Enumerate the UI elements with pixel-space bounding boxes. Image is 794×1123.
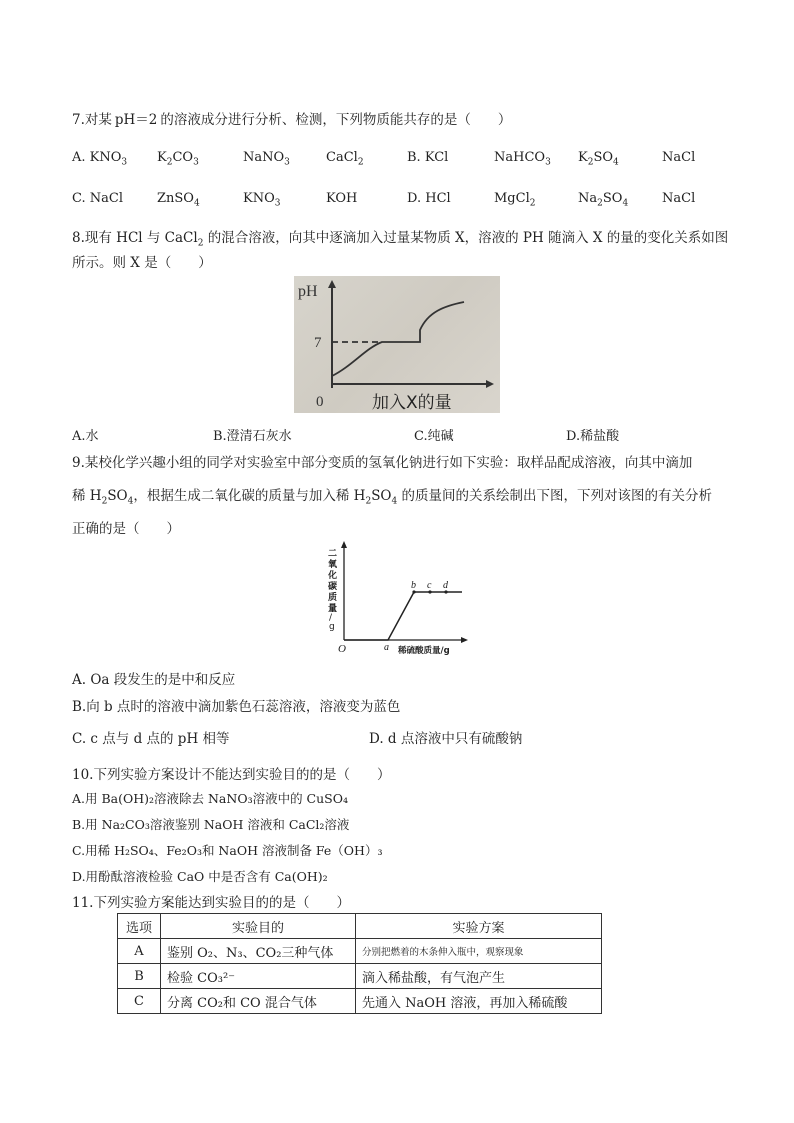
q9-ylabel-4: 碳 <box>328 582 338 592</box>
q8-x-label: 加入X的量 <box>372 393 452 413</box>
q7-option-c4: KOH <box>326 191 358 206</box>
q7-option-a1: A. $KNO_3$ <box>72 150 128 168</box>
q10-stem: 10.下列实验方案设计不能达到实验目的的是（ ） <box>72 767 391 783</box>
q7-option-b1: B. KCl <box>407 150 449 165</box>
q8-stem-line-1: 8.现有 HCl 与 CaCl$_2$ 的混合溶液，向其中逐滴加入过量某物质 X，溶液的 PH 随滴入 X 的量的变化关系如图 <box>72 230 729 249</box>
table-row <box>118 989 602 1014</box>
q8-option-d: D.稀盐酸 <box>566 429 620 444</box>
q9-label-a: a <box>384 642 389 653</box>
q8-option-a: A.水 <box>72 429 99 444</box>
q11-row-b-option: B <box>118 964 161 989</box>
q11-row-b-method: 滴入稀盐酸，有气泡产生 <box>356 964 602 989</box>
q11-table-header <box>118 914 602 939</box>
q9-origin: O <box>338 643 346 655</box>
q8-chart-svg <box>294 276 500 413</box>
q9-chart-svg <box>322 540 470 658</box>
q8-y-label: pH <box>298 283 318 300</box>
q7-option-d4: NaCl <box>662 191 696 206</box>
q11-row-a-purpose: 鉴别 O₂、N₃、CO₂三种气体 <box>161 939 356 964</box>
q11-header-option: 选项 <box>118 914 161 939</box>
q10-option-d: D.用酚酞溶液检验 CaO 中是否含有 Ca(OH)₂ <box>72 869 328 884</box>
q11-row-a-option: A <box>118 939 161 964</box>
q11-row-c-purpose: 分离 CO₂和 CO 混合气体 <box>161 989 356 1014</box>
q8-ph-chart <box>294 276 500 413</box>
q9-option-c: C. c 点与 d 点的 pH 相等 <box>72 731 230 747</box>
q8-y-arrow <box>328 280 336 288</box>
q8-curve <box>332 302 464 376</box>
q7-option-b3: $K_2SO_4$ <box>578 150 619 168</box>
q10-option-b: B.用 Na₂CO₃溶液鉴别 NaOH 溶液和 CaCl₂溶液 <box>72 817 350 832</box>
q7-option-a2: $K_2CO_3$ <box>157 150 199 168</box>
q9-ylabel-6: 量 <box>328 604 338 614</box>
q7-option-a4: CaCl$_2$ <box>326 150 364 168</box>
q7-option-c1: C. NaCl <box>72 191 123 206</box>
q9-y-arrow <box>341 541 347 548</box>
q9-option-d: D. d 点溶液中只有硫酸钠 <box>369 731 523 747</box>
q7-option-b2: NaHCO$_3$ <box>494 150 551 168</box>
q7-option-d2: MgCl$_2$ <box>494 191 536 209</box>
q9-x-label: 稀硫酸质量/g <box>398 646 450 656</box>
q8-option-b: B.澄清石灰水 <box>213 429 292 444</box>
q10-option-a: A.用 Ba(OH)₂溶液除去 NaNO₃溶液中的 CuSO₄ <box>72 791 348 806</box>
q11-header-method: 实验方案 <box>356 914 602 939</box>
q9-ylabel-5: 质 <box>328 593 338 603</box>
q11-row-c-method: 先通入 NaOH 溶液，再加入稀硫酸 <box>356 989 602 1014</box>
q8-tick-7: 7 <box>314 335 322 351</box>
q11-row-a-method: 分别把燃着的木条伸入瓶中，观察现象 <box>356 939 602 964</box>
q8-stem-line-2: 所示。则 X 是（ ） <box>72 255 212 271</box>
q9-label-c: c <box>427 580 432 591</box>
q11-row-c-option: C <box>118 989 161 1014</box>
q8-x-arrow <box>486 380 494 388</box>
q7-option-c2: ZnSO$_4$ <box>157 191 200 209</box>
q9-label-d: d <box>443 580 448 591</box>
q9-ylabel-3: 化 <box>328 571 338 581</box>
q11-row-b-purpose: 检验 CO₃²⁻ <box>161 964 356 989</box>
q9-option-b: B.向 b 点时的溶液中滴加紫色石蕊溶液，溶液变为蓝色 <box>72 699 401 715</box>
q9-ylabel-1: 二 <box>328 549 338 559</box>
q9-ylabel-2: 氧 <box>328 560 338 570</box>
q7-option-c3: $KNO_3$ <box>243 191 281 209</box>
q7-option-b4: NaCl <box>662 150 696 165</box>
q7-option-a3: NaNO$_3$ <box>243 150 290 168</box>
q9-ylabel-7: / <box>329 613 333 623</box>
q7-option-d3: $Na_2SO_4$ <box>578 191 629 209</box>
q11-header-purpose: 实验目的 <box>161 914 356 939</box>
q9-x-arrow <box>461 637 468 643</box>
q9-curve <box>344 592 462 640</box>
q8-option-c: C.纯碱 <box>414 429 454 444</box>
table-row <box>118 964 602 989</box>
q9-option-a: A. Oa 段发生的是中和反应 <box>72 672 236 688</box>
q9-co2-chart <box>322 540 470 658</box>
q9-stem-line-1: 9.某校化学兴趣小组的同学对实验室中部分变质的氢氧化钠进行如下实验：取样品配成溶液，向其中滴加 <box>72 455 693 471</box>
q7-option-d1: D. HCl <box>407 191 451 206</box>
table-row <box>118 939 602 964</box>
q8-origin: 0 <box>316 394 324 410</box>
q9-label-b: b <box>411 580 416 591</box>
q9-stem-line-2: 稀 $H_2SO_4$，根据生成二氧化碳的质量与加入稀 $H_2SO_4$ 的质量间的关系绘制出下图，下列对该图的有关分析 <box>72 488 713 507</box>
q11-table <box>117 913 602 1014</box>
q9-stem-line-3: 正确的是（ ） <box>72 521 180 537</box>
q10-option-c: C.用稀 H₂SO₄、Fe₂O₃和 NaOH 溶液制备 Fe（OH）₃ <box>72 843 383 858</box>
q7-stem: 7.对某 pH＝2 的溶液成分进行分析、检测，下列物质能共存的是（ ） <box>72 112 512 128</box>
q11-stem: 11.下列实验方案能达到实验目的的是（ ） <box>72 895 350 911</box>
q9-ylabel-8: g <box>329 622 335 632</box>
